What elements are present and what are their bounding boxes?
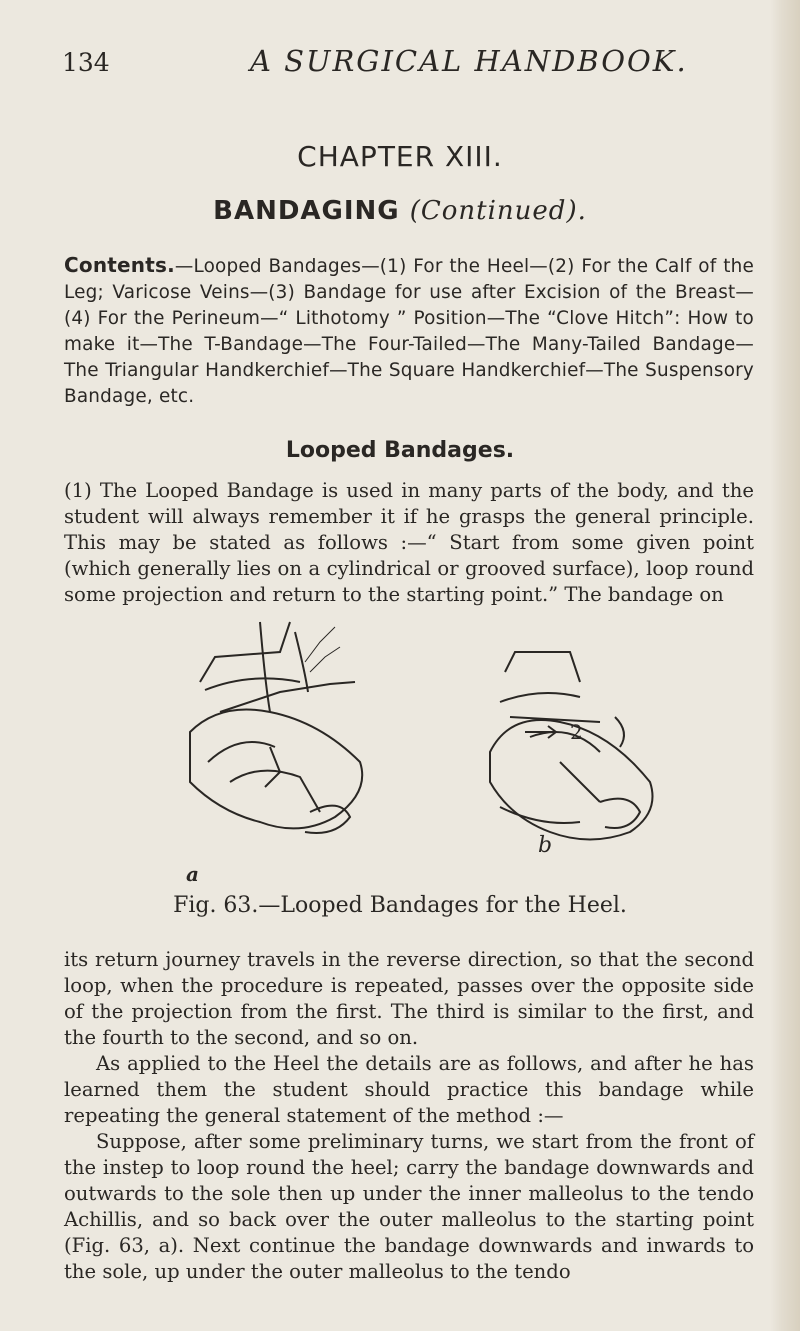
paragraph-2: its return journey travels in the reverse direction, so that the second loop, when the procedure is repeated, passes over the opposite side of the projection from the first. The third is similar to the first, and the fourth to the second, and so on. [64,948,754,1049]
contents-lead: Contents. [64,253,175,277]
figure-label-2: 2 [570,720,583,744]
page-number: 134 [62,48,110,77]
paragraph-3: As applied to the Heel the details are as follows, and after he has learned them the student should practice this bandage while repeating the general statement of the method :— [64,1052,754,1127]
paragraph-1 [64,478,754,608]
figure-caption: Fig. 63.—Looped Bandages for the Heel. [173,893,627,918]
contents-text: —Looped Bandages—(1) For the Heel—(2) For the Calf of the Leg; Varicose Veins—(3) Bandage for use after Excision of the Breast—(4) For the Perineum—“ Lithotomy ” Position—The “Clove Hitch”: How to make it—The T-Bandage—The Four-Tailed—The Many-Tailed Bandage—The Triangular Handkerchief—The Square Handkerchief—The Suspensory Bandage, etc. [64,256,754,407]
section-title [0,196,800,226]
book-title: A SURGICAL HANDBOOK. [250,44,688,78]
figure-63 [160,612,680,902]
paragraph-4: Suppose, after some preliminary turns, we start from the front of the instep to loop round the heel; carry the bandage downwards and outwards to the sole then up under the inner malleolus to the tendo Achillis, and so back over the outer malleolus to the starting point (Fig. 63, a). Next continue the bandage downwards and inwards to the sole, up under the outer malleolus to the tendo [64,1130,754,1283]
subheading: Looped Bandages. [285,438,515,463]
paragraph-1-text: (1) The Looped Bandage is used in many parts of the body, and the student will always remember it if he grasps the general principle. This may be stated as follows :—“ Start from some given point (which generally lies on a cylindrical or grooved surface), loop round some projection and return to the starting point.” The bandage on [64,479,754,606]
figure-label-a: a [186,862,199,886]
continued-label: (Continued). [409,196,587,226]
chapter-contents [64,252,754,410]
heel-bandage-illustration [160,612,680,902]
paragraphs-continued [64,947,754,1285]
running-head [62,44,730,84]
chapter-title: CHAPTER XIII. [297,140,503,173]
figure-label-b: b [538,833,553,858]
section-name: BANDAGING [213,196,400,226]
